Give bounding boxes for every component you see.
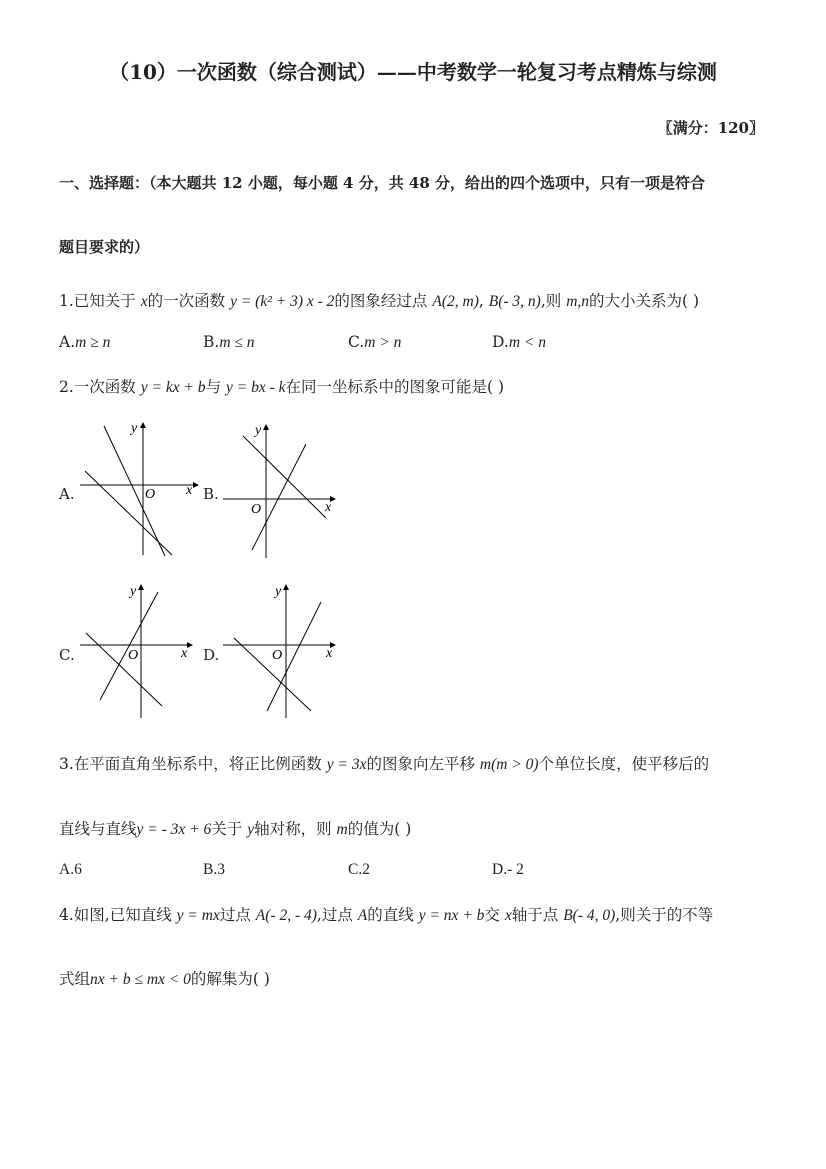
formula: y = (k² + 3) x - 2	[230, 293, 335, 310]
y-label: y	[275, 584, 282, 599]
q1-option-b[interactable]: B.m ≤ n	[203, 333, 255, 351]
y-label: y	[255, 423, 262, 438]
question-number: 1.	[59, 292, 74, 310]
section-heading-line1: 一、选择题：（本大题共 12 小题，每小题 4 分，共 48 分，给出的四个选项中，只有一项是符合	[59, 174, 706, 192]
graph-option-a[interactable]	[75, 418, 200, 560]
graph-line-1	[100, 592, 158, 700]
q1-option-c[interactable]: C.m > n	[348, 333, 402, 351]
q3-option-d[interactable]: D.- 2	[492, 861, 524, 878]
x-label: x	[181, 646, 188, 661]
graph-option-b[interactable]	[218, 418, 343, 560]
y-label: y	[131, 421, 138, 436]
question-2: 2.一次函数 y = kx + b与 y = bx - k在同一坐标系中的图象可能是( )	[59, 378, 505, 396]
point-b: B(- 3, n)	[488, 293, 541, 310]
graph-line-2	[86, 633, 162, 706]
question-3-line2: 直线与直线y = - 3x + 6关于 y轴对称，则 m的值为( )	[59, 820, 412, 838]
origin-label: O	[272, 648, 283, 663]
graph-line-2	[85, 471, 172, 555]
q1-option-d[interactable]: D.m < n	[492, 333, 546, 351]
page-title: （10）一次函数（综合测试）——中考数学一轮复习考点精炼与综测	[109, 60, 717, 84]
graph-label-a: A.	[59, 485, 75, 503]
x-label: x	[186, 483, 193, 498]
y-axis-arrow	[140, 422, 146, 428]
full-score: 〖满分：120〗	[657, 119, 764, 137]
graph-label-c: C.	[59, 646, 75, 664]
question-4-line2: 式组nx + b ≤ mx < 0的解集为( )	[59, 970, 270, 988]
q3-option-b[interactable]: B.3	[203, 861, 225, 878]
question-4: 4.如图,已知直线 y = mx过点 A(- 2, - 4),过点 A的直线 y = nx + b交 x轴于点 B(- 4, 0),则关于的不等	[59, 906, 714, 924]
graph-label-d: D.	[203, 646, 220, 664]
x-label: x	[326, 646, 333, 661]
x-axis-arrow	[187, 642, 193, 648]
y-axis-arrow	[283, 584, 289, 590]
question-3: 3.在平面直角坐标系中，将正比例函数 y = 3x的图象向左平移 m(m > 0)个单位长度，使平移后的	[59, 755, 710, 773]
q3-option-a[interactable]: A.6	[59, 861, 82, 878]
x-axis-arrow	[193, 482, 199, 488]
origin-label: O	[251, 502, 262, 517]
graph-line-2	[252, 444, 306, 550]
section-heading-line2: 题目要求的）	[59, 238, 150, 256]
graph-option-c[interactable]	[75, 580, 200, 722]
question-number: 4.	[59, 906, 74, 924]
question-number: 2.	[59, 378, 74, 396]
x-label: x	[325, 500, 332, 515]
origin-label: O	[128, 648, 139, 663]
question-number: 3.	[59, 755, 74, 773]
point-a: A(2, m)	[432, 293, 479, 310]
origin-label: O	[145, 487, 156, 502]
y-label: y	[130, 584, 137, 599]
q3-option-c[interactable]: C.2	[348, 861, 370, 878]
q1-option-a[interactable]: A.m ≥ n	[59, 333, 111, 351]
y-axis-arrow	[263, 424, 269, 430]
graph-label-b: B.	[203, 485, 219, 503]
graph-line-1	[104, 426, 165, 556]
question-1: 1.已知关于 x的一次函数 y = (k² + 3) x - 2的图象经过点 A(2, m), B(- 3, n),则 m,n的大小关系为( )	[59, 292, 700, 310]
y-axis-arrow	[138, 584, 144, 590]
graph-option-d[interactable]	[218, 580, 343, 722]
